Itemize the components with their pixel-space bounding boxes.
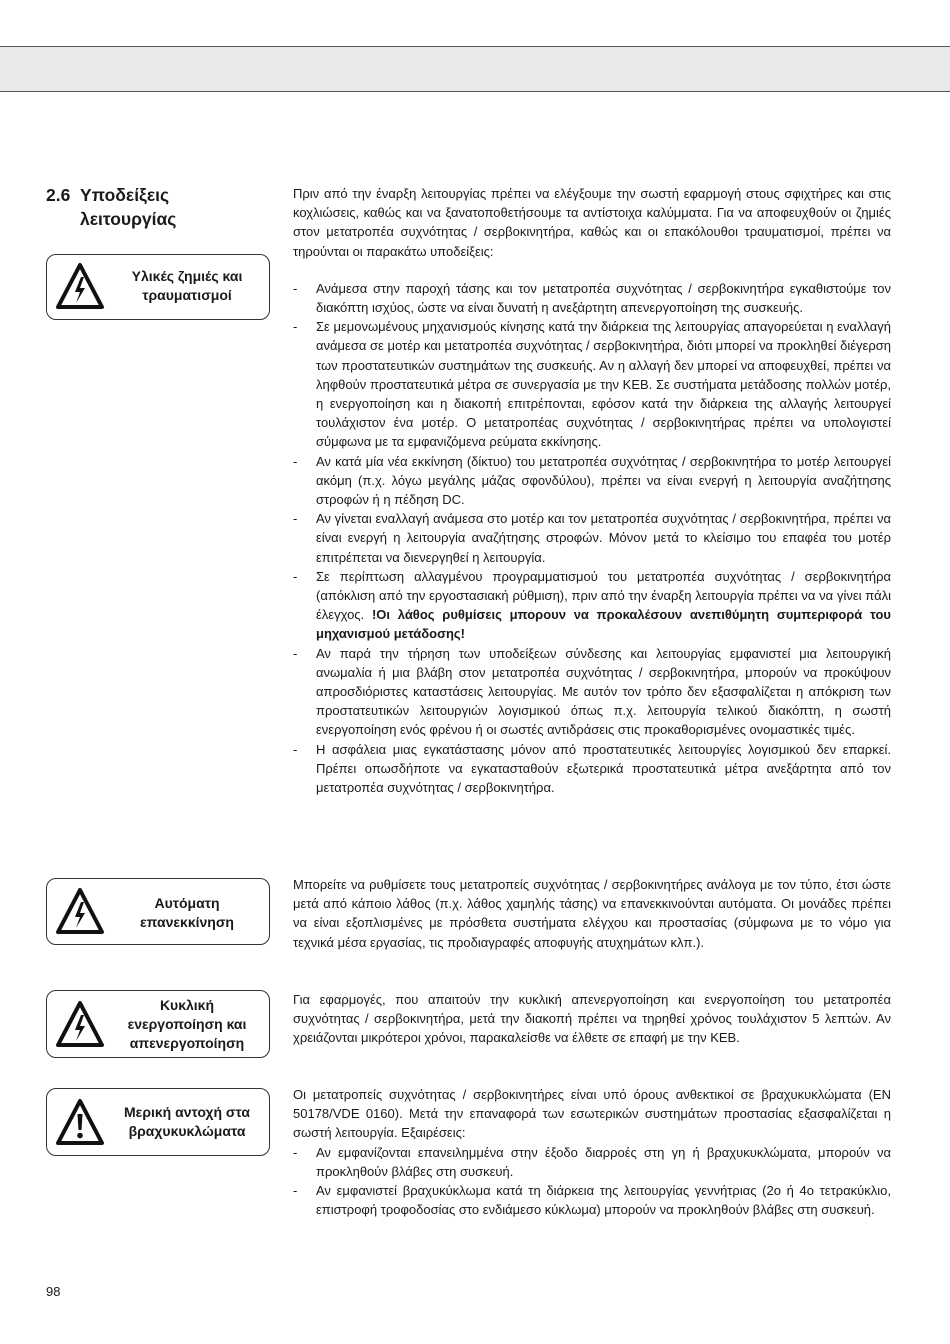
warning-box-cyclic-switching <box>46 990 270 1058</box>
lightning-warning-icon <box>55 887 105 937</box>
section-heading <box>46 183 246 231</box>
paragraph: Για εφαρμογές, που απαιτούν την κυκλική απενεργοποίηση και ενεργοποίηση του μετατροπέα συχνότητας / σερβοκινητήρα, μετά την διακοπή πρέπει να τηρηθεί χρόνος τουλάχιστον 5 λεπτών. Αν χρειάζονται μικρότεροι χρόνοι, παρακαλείσθε να έλθετε σε επαφή με την KEB. <box>293 992 891 1046</box>
cyclic-switching-text <box>293 990 891 1048</box>
bold-warning-text: !Οι λάθος ρυθμίσεις μπορουν να προκαλέσουν ανεπιθύμητη συμπεριφορά του μηχανισμού μετάδοσης! <box>316 607 891 642</box>
list-item: - Αν παρά την τήρηση των υποδείξεων σύνδεσης και λειτουργίας εμφανιστεί μια λειτουργική ανωμαλία ή μια βλάβη στον μετατροπέα συχνότητας / σερβοκινητήρα, μπορούν να προκύψουν απροσδιόριστες καταστάσεις λειτουργίας. Με αυτόν τον τρόπο δεν εξασφαλίζεται η απόκριση των προστατευτικών λειτουργιών λογισμικού όπως π.χ. λειτουργία τελικού διακόπτη, η σωστή ενεργοποίηση ενός φρένου ή οι σωστές αντιδράσεις στις προκαθορισμένες ονομαστικές τιμές. <box>293 644 891 740</box>
intro-paragraph: Πριν από την έναρξη λειτουργίας πρέπει να ελέγξουμε την σωστή εφαρμογή στους σφιχτήρες και στις κοχλιώσεις, καθώς και να ξανατοποθετήσουμε τα αντίστοιχα καλύμματα. Για να αποφευχθούν οι ζημιές στον μετατροπέα συχνότητας / σερβοκινητήρα, καθώς και οι επακόλουθοι τραυματισμοί, πρέπει να τηρούνται οι παρακάτω υποδείξεις: <box>293 186 891 259</box>
lightning-warning-icon <box>55 1000 105 1050</box>
exclamation-warning-icon <box>55 1098 105 1148</box>
warning-label: Μερική αντοχή στα βραχυκυκλώματα <box>124 1104 250 1139</box>
list-item: - Η ασφάλεια μιας εγκατάστασης μόνον από προστατευτικές λειτουργίες λογισμικού δεν επαρκεί. Πρέπει οπωσδήποτε να εγκατασταθούν εξωτερικά προστατευτικά μέτρα ανεξάρτητα από τον μετατροπέα συχνότητας / σερβοκινητήρα. <box>293 740 891 798</box>
warning-label: Υλικές ζημιές και τραυματισμοί <box>131 268 243 303</box>
exceptions-list <box>293 1143 891 1220</box>
header-band <box>0 46 950 92</box>
auto-restart-text <box>293 875 891 952</box>
warning-label: Αυτόματη επανεκκίνηση <box>140 895 234 930</box>
paragraph: Μπορείτε να ρυθμίσετε τους μετατροπείς συχνότητας / σερβοκινητήρες ανάλογα με τον τύπο, έτσι ώστε μετά από κάποιο λάθος (π.χ. λάθος χαμηλής τάσης) να επανεκκινούνται αυτόματα. Οι μονάδες πρέπει να είναι εξοπλισμένες με πρόσθετα συστήματα ελέγχου και προστασίας (σύμφωνα με το νόμο για τεχνικά μέσα εργασίας, τις προδιαγραφές αποφυγής ατυχημάτων κλπ.). <box>293 877 891 950</box>
warning-box-auto-restart <box>46 878 270 945</box>
warning-label: Κυκλική ενεργοποίηση και απενεργοποίηση <box>127 997 247 1051</box>
list-item: - Σε μεμονωμένους μηχανισμούς κίνησης κατά την διάρκεια της λειτουργίας απαγορεύεται η εναλλαγή ανάμεσα σε μοτέρ και μετατροπέα συχνότητας / σερβοκινητήρα, διότι μπορεί να προκληθεί διέγερση των προστατευτικών συστημάτων της συσκευής. Αν η αλλαγή δεν μπορεί να αποφευχθεί, πρέπει να ληφθούν προστατευτικά μέτρα σε συνεργασία με την KEB. Σε συστήματα μετάδοσης πολλών μοτέρ, η ενεργοποίηση και η διακοπή επιτρέπονται, εφόσον κατά την διάρκεια της αλλαγής λειτουργεί τουλάχιστον ένα μοτέρ. Ο μετατροπέας συχνότητας / σερβοκινητήρας πρέπει να υπολογιστεί σύμφωνα με τα εμφανιζόμενα ρεύματα εκκίνησης. <box>293 317 891 451</box>
list-item: - Αν εμφανιστεί βραχυκύκλωμα κατά τη διάρκεια της λειτουργίας γεννήτριας (2ο ή 4ο τετρακύκλιο, επιστροφή τροφοδοσίας στο ενδιάμεσο κύκλωμα) μπορούν να προκληθούν βλάβες στη συσκευή. <box>293 1181 891 1219</box>
short-circuit-text <box>293 1085 891 1219</box>
lightning-warning-icon <box>55 262 105 312</box>
operating-instructions-text <box>293 184 891 797</box>
warning-box-short-circuit <box>46 1088 270 1156</box>
page-number: 98 <box>46 1284 61 1299</box>
list-item: - Ανάμεσα στην παροχή τάσης και τον μετατροπέα συχνότητας / σερβοκινητήρα εγκαθιστούμε τον διακόπτη ισχύος, ώστε να είναι δυνατή η ανεξάρτητη απενεργοποίηση της συσκευής. <box>293 279 891 317</box>
warning-box-damage <box>46 254 270 320</box>
list-item: - Αν εμφανίζονται επανειλημμένα στην έξοδο διαρροές στη γη ή βραχυκυκλώματα, μπορούν να προκληθούν βλάβες στη συσκευή. <box>293 1143 891 1181</box>
paragraph: Οι μετατροπείς συχνότητας / σερβοκινητήρες είναι υπό όρους ανθεκτικοί σε βραχυκυκλώματα (EN 50178/VDE 0160). Μετά την επαναφορά των εσωτερικών συστημάτων προστασίας εξασφαλίζεται η σωστή λειτουργία. Εξαιρέσεις: <box>293 1087 891 1141</box>
list-item: - Αν γίνεται εναλλαγή ανάμεσα στο μοτέρ και τον μετατροπέα συχνότητας / σερβοκινητήρα, πρέπει να είναι ενεργή η λειτουργία αναζήτησης στροφών. Μόνον μετά το κλείσιμο του επαφέα του μοτέρ επιτρέπεται να διενεργηθεί η λειτουργία. <box>293 509 891 567</box>
list-item <box>293 567 891 644</box>
section-title-line1: Υποδείξεις <box>80 185 170 205</box>
section-number: 2.6 <box>46 185 71 205</box>
list-item: - Αν κατά μία νέα εκκίνηση (δίκτυο) του μετατροπέα συχνότητας / σερβοκινητήρα το μοτέρ λειτουργεί ακόμη (π.χ. λόγω μεγάλης μάζας σφονδύλου), πρέπει να είναι ενεργή η λειτουργία αναζήτησης στροφών ή η πέδηση DC. <box>293 452 891 510</box>
instructions-list <box>293 279 891 797</box>
list-item-text: Σε περίπτωση αλλαγμένου προγραμματισμού του μετατροπέα συχνότητας / σερβοκινητήρα (απόκλιση από την εργοστασιακή ρύθμιση), πριν από την έναρξη λειτουργία πρέπει να να γίνει πάλι έλεγχος. <box>316 568 891 623</box>
section-title-line2: λειτουργίας <box>80 209 177 229</box>
